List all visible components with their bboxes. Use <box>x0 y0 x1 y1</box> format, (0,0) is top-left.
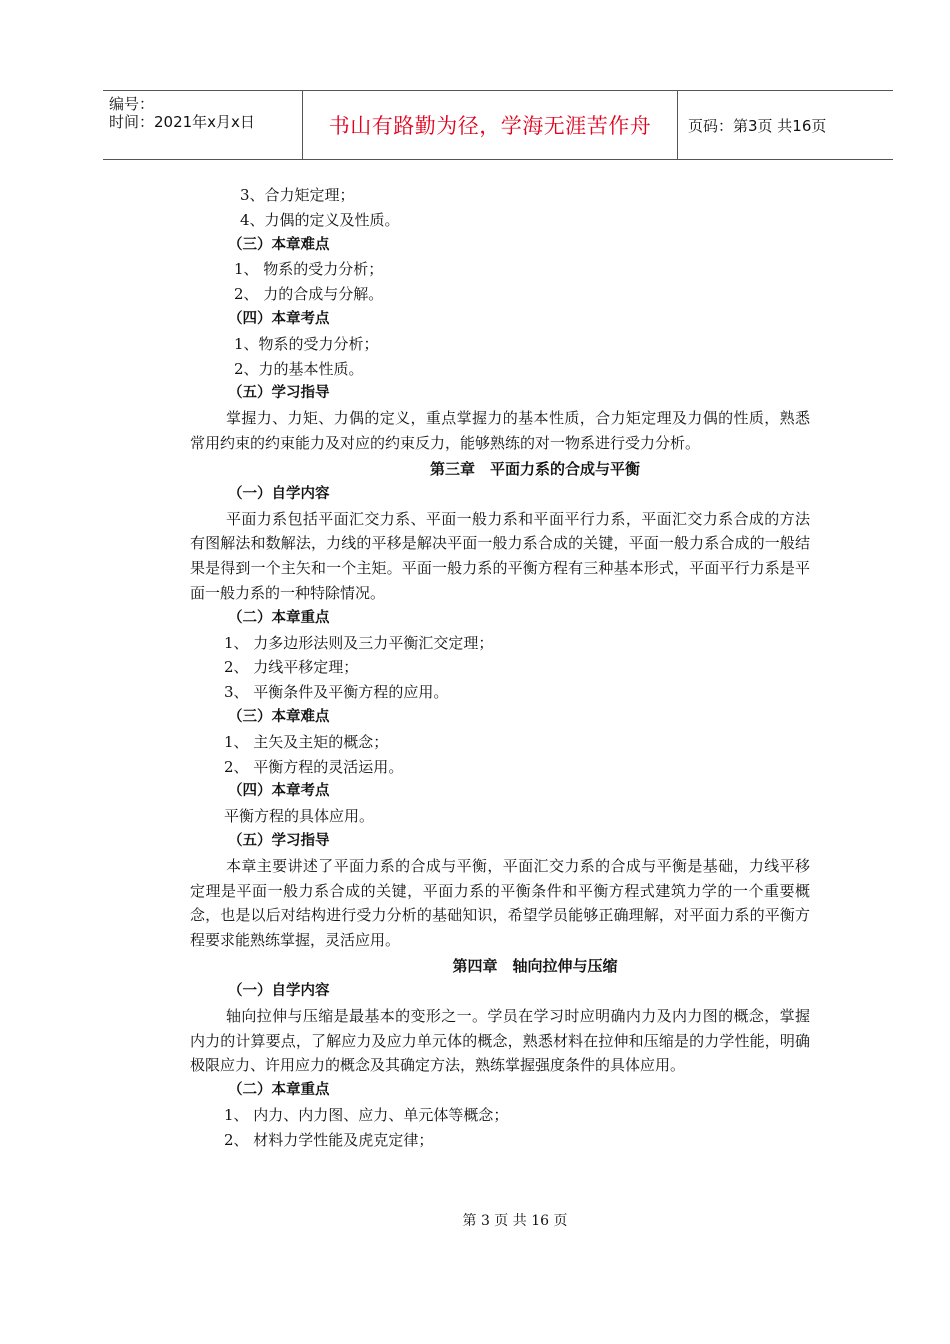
chapter-title: 第四章 轴向拉伸与压缩 <box>452 956 618 975</box>
section-heading: （三）本章难点 <box>228 708 330 725</box>
list-item: 4、力偶的定义及性质。 <box>240 210 400 229</box>
section-heading: （四）本章考点 <box>228 310 330 327</box>
header-page-info: 页码：第3页 共16页 <box>688 116 827 135</box>
section-heading: （一）自学内容 <box>228 485 330 502</box>
header-motto: 书山有路勤为径，学海无涯苦作舟 <box>303 91 678 159</box>
time-label: 时间：2021年x月x日 <box>109 113 255 131</box>
section-heading: （五）学习指导 <box>228 832 330 849</box>
list-item: 1、 主矢及主矩的概念； <box>224 732 389 751</box>
header-meta <box>103 91 303 159</box>
paragraph: 掌握力、力矩、力偶的定义，重点掌握力的基本性质，合力矩定理及力偶的性质，熟悉常用约束的约束能力及对应的约束反力，能够熟练的对一物系进行受力分析。 <box>190 409 810 452</box>
section-heading: （二）本章重点 <box>228 609 330 626</box>
list-item: 2、 力的合成与分解。 <box>234 285 384 304</box>
list-item: 3、合力矩定理； <box>240 186 355 204</box>
paragraph: 平面力系包括平面汇交力系、平面一般力系和平面平行力系，平面汇交力系合成的方法有图解法和数解法，力线的平移是解决平面一般力系合成的关键，平面一般力系合成的一般结果是得到一个主矢和一个主矩。平面一般力系的平衡方程有三种基本形式，平面平行力系是平面一般力系的一种特除情况。 <box>190 509 810 602</box>
list-item: 3、 平衡条件及平衡方程的应用。 <box>224 683 449 702</box>
section-heading: （一）自学内容 <box>228 982 330 999</box>
list-item: 2、 平衡方程的灵活运用。 <box>224 757 404 776</box>
document-body <box>190 183 810 1152</box>
paragraph: 平衡方程的具体应用。 <box>224 807 375 826</box>
list-item: 1、 内力、内力图、应力、单元体等概念； <box>224 1105 509 1124</box>
number-label: 编号： <box>109 95 155 113</box>
section-heading: （四）本章考点 <box>228 783 330 800</box>
page-header <box>103 90 893 160</box>
section-heading: （三）本章难点 <box>228 236 330 253</box>
list-item: 1、物系的受力分析； <box>234 334 379 353</box>
list-item: 2、 力线平移定理； <box>224 658 359 677</box>
list-item: 2、力的基本性质。 <box>234 359 364 378</box>
list-item: 1、 力多边形法则及三力平衡汇交定理； <box>224 633 494 652</box>
paragraph: 轴向拉伸与压缩是最基本的变形之一。学员在学习时应明确内力及内力图的概念，掌握内力的计算要点，了解应力及应力单元体的概念，熟悉材料在拉伸和压缩是的力学性能，明确极限应力、许用应力的概念及其确定方法，熟练掌握强度条件的具体应用。 <box>190 1006 810 1075</box>
paragraph: 本章主要讲述了平面力系的合成与平衡，平面汇交力系的合成与平衡是基础，力线平移定理是平面一般力系合成的关键，平面力系的平衡条件和平衡方程式建筑力学的一个重要概念，也是以后对结构进行受力分析的基础知识，希望学员能够正确理解，对平面力系的平衡方程要求能熟练掌握，灵活应用。 <box>190 856 810 950</box>
list-item: 1、 物系的受力分析； <box>234 260 384 279</box>
section-heading: （二）本章重点 <box>228 1082 330 1099</box>
list-item: 2、 材料力学性能及虎克定律； <box>224 1130 434 1149</box>
section-heading: （五）学习指导 <box>228 385 330 402</box>
page-footer: 第 3 页 共 16 页 <box>462 1213 568 1229</box>
chapter-title: 第三章 平面力系的合成与平衡 <box>429 459 640 478</box>
